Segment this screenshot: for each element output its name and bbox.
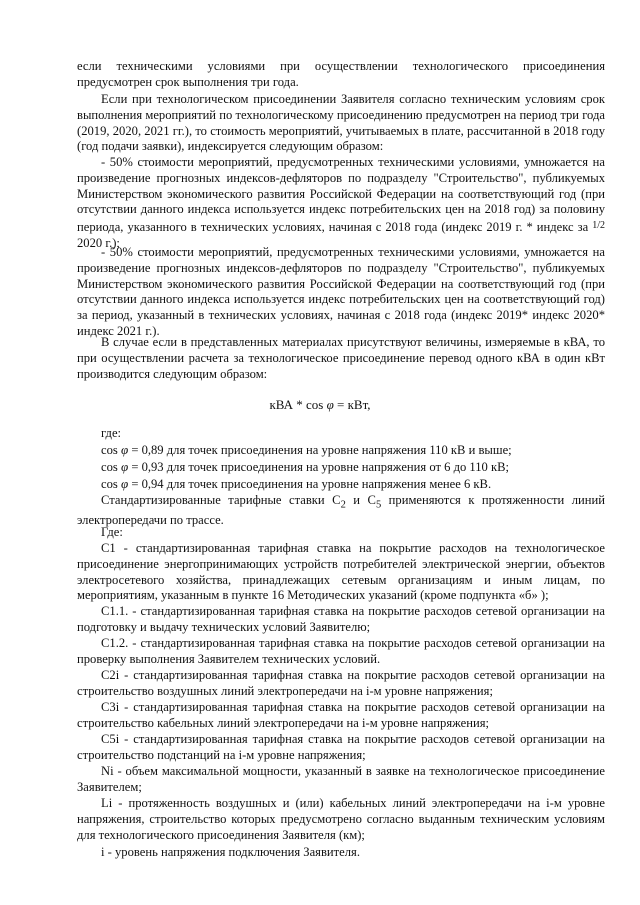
definition-c3i <box>77 700 605 732</box>
rates-note-text: Стандартизированные тарифные ставки С <box>101 493 341 507</box>
where-text: где: <box>101 426 122 440</box>
cos-label: cos <box>101 460 118 474</box>
phi-symbol: φ <box>120 459 129 474</box>
rates-note <box>77 493 605 529</box>
phi-symbol: φ <box>120 476 129 491</box>
conversion-formula <box>0 397 640 413</box>
definition-c2i <box>77 668 605 700</box>
definition-text: С5i - стандартизированная тарифная ставка на покрытие расходов сетевой организации на строительство подстанций на i-м уровне напряжения; <box>77 732 605 762</box>
cos-item-text: = 0,89 для точек присоединения на уровне напряжения 110 кВ и выше; <box>131 443 512 457</box>
definition-text: Li - протяженность воздушных и (или) кабельных линий электропередачи на i-м уровне напряжения, строительство которых предусмотрено согласно выданным техническим условиям для технологического присоединения Заявителя (км); <box>77 796 605 842</box>
rates-note-text: и С <box>345 493 376 507</box>
cos-label: cos <box>101 477 118 491</box>
definition-c1 <box>77 541 605 604</box>
fraction-one-half: 1/2 <box>592 220 605 232</box>
paragraph-text: - 50% стоимости мероприятий, предусмотренных техническими условиями, умножается на произведение прогнозных индексов-дефляторов по подразделу "Строительство", публикуемых Министерством экономического развития Российской Федерации на соответствующий год (при отсутствии данного индекса используется индекс потребительских цен на соответствующий год) за период, указанный в технических условиях, начиная с 2018 года (индекс 2019* индекс 2020* индекс 2021 г.). <box>77 245 605 338</box>
definition-c5i <box>77 732 605 764</box>
rates-note-text: применяются к протяженности линий электропередачи по трассе. <box>77 493 606 528</box>
definition-text: Ni - объем максимальной мощности, указанный в заявке на технологическое присоединение Заявителем; <box>77 764 605 794</box>
phi-symbol: φ <box>120 442 129 457</box>
where-label-2 <box>101 525 605 541</box>
paragraph-text: Если при технологическом присоединении Заявителя согласно техническим условиям срок выполнения мероприятий по технологическому присоединению предусмотрен на период три года (2019, 2020, 2021 гг.), то стоимость мероприятий, учитываемых в плате, рассчитанной в 2018 году (год подачи заявки), индексируется следующим образом: <box>77 92 605 154</box>
where-label <box>101 426 605 442</box>
cos-item-text: = 0,93 для точек присоединения на уровне напряжения от 6 до 110 кВ; <box>131 460 510 474</box>
paragraph-indexation-intro <box>77 92 605 155</box>
formula-left: кВА * cos <box>269 397 324 412</box>
cos-item-text: = 0,94 для точек присоединения на уровне напряжения менее 6 кВ. <box>131 477 492 491</box>
cos-item-1 <box>101 442 605 459</box>
phi-symbol: φ <box>326 397 334 412</box>
paragraph-text: если техническими условиями при осуществлении технологического присоединения предусмотрен срок выполнения три года. <box>77 59 605 89</box>
paragraph-text: - 50% стоимости мероприятий, предусмотренных техническими условиями, умножается на произведение прогнозных индексов-дефляторов по подразделу "Строительство", публикуемых Министерством экономического развития Российской Федерации на соответствующий год (при отсутствии данного индекса используется индекс потребительских цен на 2018 год) за половину периода, указанного в технических условиях, начиная с 2018 года (индекс 2019 г. * индекс за <box>77 155 605 235</box>
definition-c1-1 <box>77 604 605 636</box>
subscript: 5 <box>375 499 382 511</box>
definition-c1-2 <box>77 636 605 668</box>
cos-label: cos <box>101 443 118 457</box>
subscript: 2 <box>340 499 346 511</box>
where-text: Где: <box>101 525 123 539</box>
definition-text: С3i - стандартизированная тарифная ставка на покрытие расходов сетевой организации на строительство кабельных линий электропередачи на i-м уровне напряжения; <box>77 700 605 730</box>
definition-li <box>77 796 605 843</box>
cos-item-3 <box>101 476 605 493</box>
definition-text: С2i - стандартизированная тарифная ставка на покрытие расходов сетевой организации на строительство воздушных линий электропередачи на i-м уровне напряжения; <box>77 668 605 698</box>
paragraph-text-tail: 2020 г.); <box>77 235 120 250</box>
definition-i <box>77 845 605 861</box>
definition-ni <box>77 764 605 796</box>
definition-text: С1.1. - стандартизированная тарифная ставка на покрытие расходов сетевой организации на подготовку и выдачу технических условий Заявителю; <box>77 604 605 634</box>
definition-text: С1 - стандартизированная тарифная ставка на покрытие расходов на технологическое присоединение энергопринимающих устройств потребителей электрической энергии, объектов электросетевого хозяйства, принадлежащих сетевым организациям и иным лицам, по мероприятиям, указанным в пункте 16 Методических указаний (кроме подпункта «б» ); <box>77 541 605 603</box>
formula-right: = кВт, <box>337 397 371 412</box>
paragraph-half-period <box>77 155 605 252</box>
paragraph-text: В случае если в представленных материалах присутствуют величины, измеряемые в кВА, то при осуществлении расчета за технологическое присоединение перевод одного кВА в один кВт производится следующим образом: <box>77 335 605 381</box>
definition-text: i - уровень напряжения подключения Заявителя. <box>101 845 360 859</box>
paragraph-continuation <box>77 59 605 91</box>
paragraph-full-period <box>77 245 605 340</box>
definition-text: С1.2. - стандартизированная тарифная ставка на покрытие расходов сетевой организации на проверку выполнения Заявителем технических условий. <box>77 636 605 666</box>
paragraph-kva-conversion <box>77 335 605 382</box>
cos-item-2 <box>101 459 605 476</box>
